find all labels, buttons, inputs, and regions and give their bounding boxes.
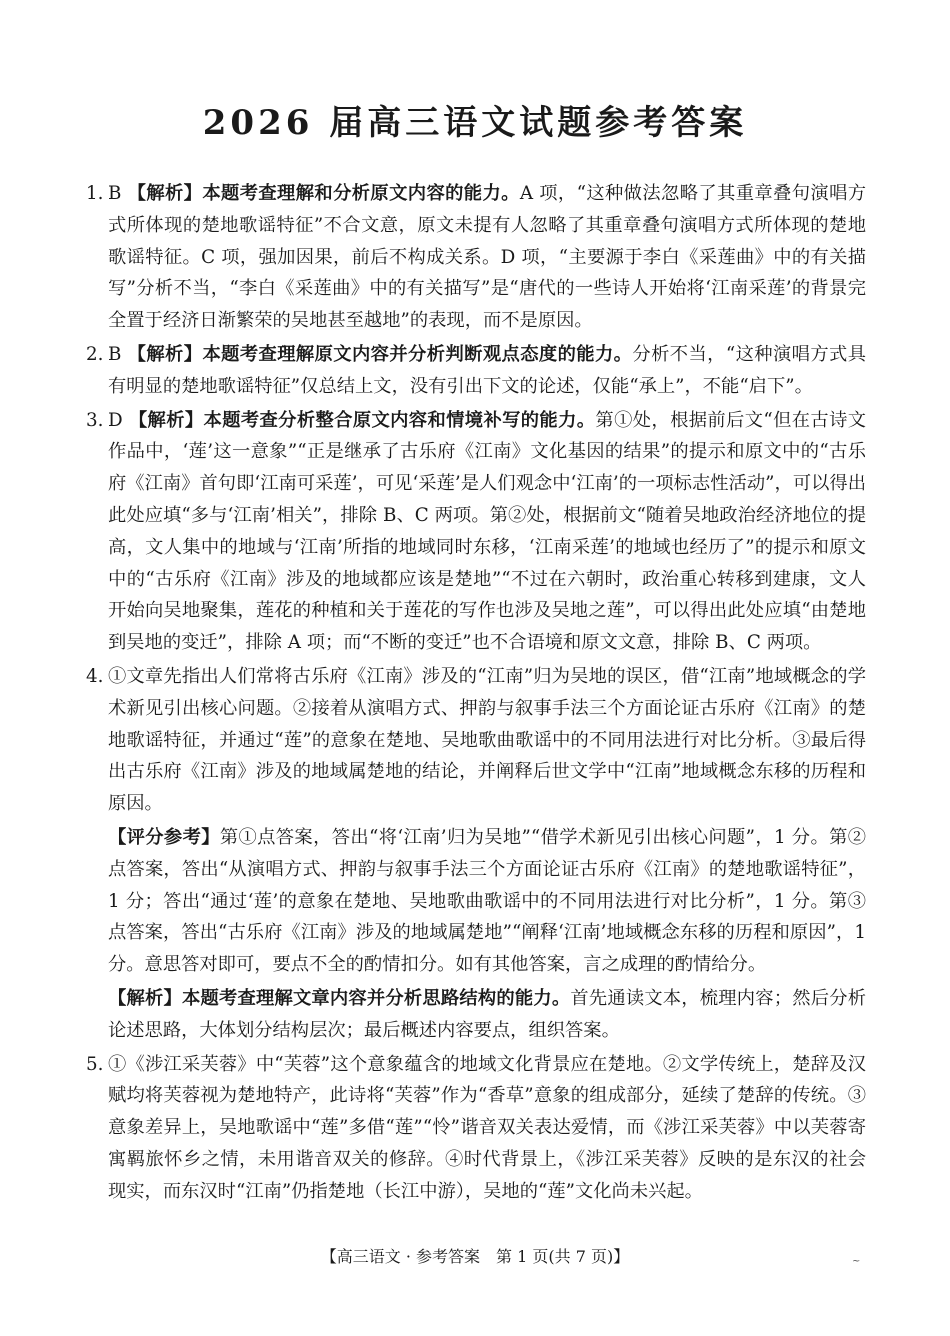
analysis-tag: 【解析】 — [127, 183, 203, 204]
page-title: 2026 届高三语文试题参考答案 — [202, 103, 748, 143]
analysis-lead: 本题考查理解原文内容并分析判断观点态度的能力。 — [202, 343, 633, 365]
answer-item-4 — [86, 661, 866, 820]
question-number: 5. — [86, 1053, 104, 1075]
analysis-text: A 项，“这种做法忽略了其重章叠句演唱方式所体现的楚地歌谣特征”不合文意，原文未提有人忽略了其重章叠句演唱方式所体现的楚地歌谣特征。C 项，强加因果，前后不构成关系。D 项，“主要源于李白《采莲曲》中的有关描写”分析不当，“李白《采莲曲》中的有关描写”是“唐代的一些诗人开始将‘江南采莲’的背景完全置于经济日渐繁荣的吴地甚至越地”的表现，而不是原因。 — [108, 183, 867, 332]
answer-text: ①《涉江采芙蓉》中“芙蓉”这个意象蕴含的地域文化背景应在楚地。②文学传统上，楚辞及汉赋均将芙蓉视为楚地特产，此诗将“芙蓉”作为“香草”意象的组成部分，延续了楚辞的传统。③意象差异上，吴地歌谣中“莲”多借“莲”“怜”谐音双关表达爱情，而《涉江采芙蓉》中以芙蓉寄寓羁旅怀乡之情，未用谐音双关的修辞。④时代背景上，《涉江采芙蓉》反映的是东汉的社会现实，而东汉时“江南”仍指楚地（长江中游），吴地的“莲”文化尚未兴起。 — [108, 1053, 866, 1202]
answer-choice: D — [108, 409, 123, 431]
analysis-lead: 本题考查理解文章内容并分析思路结构的能力。 — [181, 987, 571, 1009]
analysis-text: 首先通读文本，梳理内容；然后分析论述思路，大体划分结构层次；最后概述内容要点，组织答案。 — [108, 987, 867, 1041]
scoring-tag: 【评分参考】 — [108, 826, 220, 848]
answer-item-2 — [86, 339, 866, 403]
question-number: 2. — [86, 343, 104, 365]
analysis-lead: 本题考查理解和分析原文内容的能力。 — [202, 183, 520, 204]
corner-mark: ~ — [852, 1256, 861, 1267]
answer-item-3 — [86, 405, 866, 659]
analysis-tag: 【解析】 — [127, 343, 203, 365]
page-footer: 【高三语文 · 参考答案 第 1 页(共 7 页)】 — [320, 1247, 630, 1266]
answer-choice: B — [108, 183, 122, 204]
question-number: 1. — [86, 183, 104, 204]
scoring-text: 第①点答案，答出“将‘江南’归为吴地”“借学术新见引出核心问题”，1 分。第②点答案，答出“从演唱方式、押韵与叙事手法三个方面论证古乐府《江南》的楚地歌谣特征”，1 分；答出“通过‘莲’的意象在楚地、吴地歌曲歌谣中的不同用法进行对比分析”，1 分。第③点答案，答出“古乐府《江南》涉及的地域属楚地”“阐释‘江南’地域概念东移的历程和原因”，1 分。意思答对即可，要点不全的酌情扣分。如有其他答案，言之成理的酌情给分。 — [108, 826, 867, 976]
answer-choice: B — [108, 343, 122, 365]
analysis-tag: 【解析】 — [128, 409, 204, 431]
answer-content — [86, 178, 866, 1210]
analysis-lead: 本题考查分析整合原文内容和情境补写的能力。 — [203, 409, 596, 431]
question-number: 3. — [86, 409, 104, 431]
answer-item-5 — [86, 1049, 866, 1208]
analysis-text: 分析不当，“这种演唱方式具有明显的楚地歌谣特征”仅总结上文，没有引出下文的论述，仅能“承上”，不能“启下”。 — [108, 343, 867, 397]
answer-text: ①文章先指出人们常将古乐府《江南》涉及的“江南”归为吴地的误区，借“江南”地域概念的学术新见引出核心问题。②接着从演唱方式、押韵与叙事手法三个方面论证古乐府《江南》的楚地歌谣特征，并通过“莲”的意象在楚地、吴地歌曲歌谣中的不同用法进行对比分析。③最后得出古乐府《江南》涉及的地域属楚地的结论，并阐释后世文学中“江南”地域概念东移的历程和原因。 — [108, 665, 866, 815]
analysis-text: 第①处，根据前后文“但在古诗文作品中，‘莲’这一意象”“正是继承了古乐府《江南》文化基因的结果”的提示和原文中的“古乐府《江南》首句即‘江南可采莲’，可见‘采莲’是人们观念中‘江南’的一项标志性活动”，可以得出此处应填“多与‘江南’相关”，排除 B、C 两项。第②处，根据前文“随着吴地政治经济地位的提高，文人集中的地域与‘江南’所指的地域同时东移，‘江南采莲’的地域也经历了”的提示和原文中的“古乐府《江南》涉及的地域都应该是楚地”“不过在六朝时，政治重心转移到建康，文人开始向吴地聚集，莲花的种植和关于莲花的写作也涉及吴地之莲”，可以得出此处应填“由楚地到吴地的变迁”，排除 A 项；而“不断的变迁”也不合语境和原文文意，排除 B、C 两项。 — [108, 409, 867, 654]
answer-item-1 — [86, 178, 866, 337]
analysis-block — [86, 983, 866, 1047]
question-number: 4. — [86, 665, 104, 687]
scoring-reference — [86, 822, 866, 981]
analysis-tag: 【解析】 — [108, 987, 182, 1009]
